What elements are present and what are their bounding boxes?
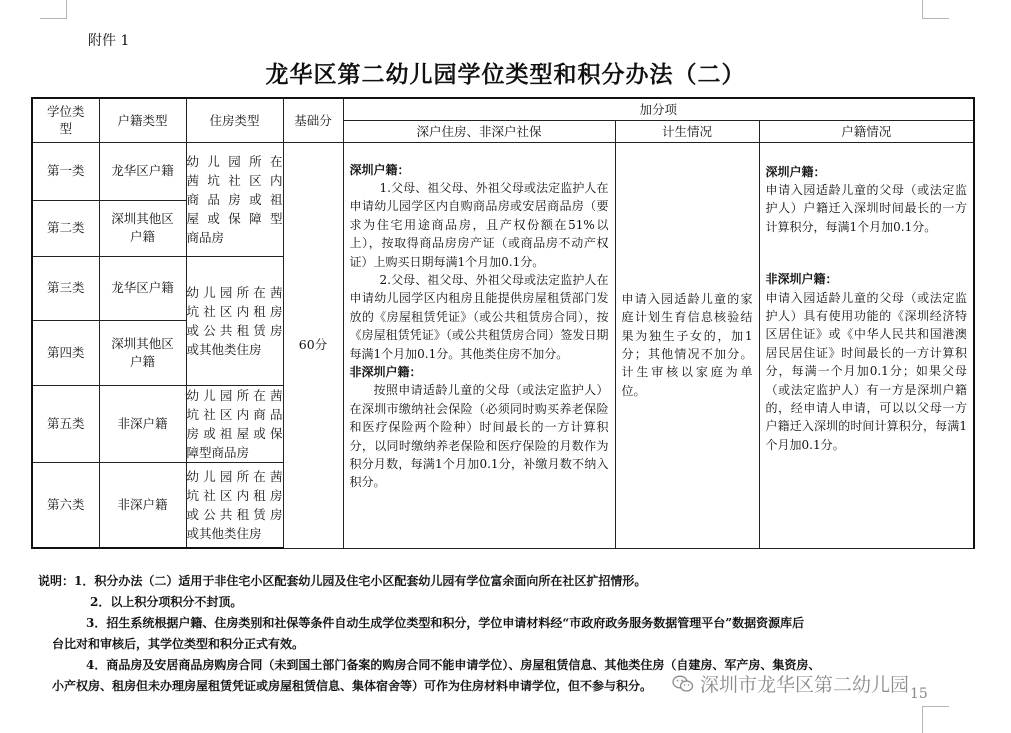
page-title: 龙华区第二幼儿园学位类型和积分办法（二）	[265, 61, 746, 88]
watermark-text: 深圳市龙华区第二幼儿园	[700, 674, 910, 696]
page-number: 15	[910, 686, 928, 702]
social-security-rule: 按照申请适龄儿童的父母（或法定监护人）在深圳市缴纳社会保险（必须同时购买养老保险和医疗保险两个险种）时间最长的一方计算积分，以同时缴纳养老保险和医疗保险的月数作为积分月数，每满1个月加0.1分，补缴月数不纳入积分。	[349, 383, 609, 490]
category-cell: 第五类	[32, 385, 99, 462]
header-housing-social: 深户住房、非深户社保	[343, 120, 615, 142]
shenzhen-heading: 深圳户籍：	[349, 162, 410, 177]
attachment-label: 附件 1	[88, 33, 130, 49]
family-planning-cell	[615, 142, 759, 548]
crop-mark-top-right	[922, 0, 949, 19]
household-non-shenzhen-heading: 非深圳户籍：	[765, 272, 838, 287]
points-table	[31, 97, 975, 549]
category-cell: 第一类	[32, 142, 99, 200]
household-shenzhen-heading: 深圳户籍：	[765, 164, 826, 179]
header-bonus: 加分项	[343, 98, 974, 120]
category-cell: 第六类	[32, 462, 99, 548]
housing-rule-2: 2.父母、祖父母、外祖父母或法定监护人在申请幼儿园学区内租房且能提供房屋租赁部门发放的《房屋租赁凭证》（或公共租赁房合同），按《房屋租赁凭证》（或公共租赁房合同）签发日期每满1个月加0.1分。其他类住房不加分。	[349, 272, 609, 361]
crop-mark-top-left	[40, 0, 67, 19]
housing-cell: 幼儿园所在茜 坑社区内商品 房或祖屋或保 障型商品房	[186, 385, 283, 462]
household-non-shenzhen-rule: 申请入园适龄儿童的父母（或法定监护人）具有使用功能的《深圳经济特区居住证》或《中华人民共和国港澳居民居住证》时间最长的一方计算积分，每满一个月加0.1分；如果父母（或法定监护人）有一方是深圳户籍的，经申请人申请，可以以父母一方户籍迁入深圳的时间计算积分，每满1个月加0.1分。	[765, 290, 967, 452]
housing-social-cell	[343, 142, 615, 548]
household-cell: 深圳其他区户籍	[99, 200, 186, 256]
category-cell: 第四类	[32, 320, 99, 385]
household-cell: 深圳其他区户籍	[99, 320, 186, 385]
household-cell: 非深户籍	[99, 462, 186, 548]
household-cell: 龙华区户籍	[99, 142, 186, 200]
housing-rule-1: 1.父母、祖父母、外祖父母或法定监护人在申请幼儿园学区内自购商品房或安居商品房（要求为住宅用途商品房，且产权份额在51%以上），按取得商品房房产证（或商品房不动产权证）上购买日期每满1个月加0.1分。	[349, 180, 609, 269]
housing-cell: 幼儿园所在茜 坑社区内租房 或公共租赁房 或其他类住房	[186, 256, 283, 385]
household-cell: 非深户籍	[99, 385, 186, 462]
note-1: 1．积分办法（二）适用于非住宅小区配套幼儿园及住宅小区配套幼儿园有学位富余面向所在社区扩招情形。	[74, 574, 647, 588]
category-cell: 第三类	[32, 256, 99, 320]
note-3: 3．招生系统根据户籍、住房类别和社保等条件自动生成学位类型和积分，学位申请材料经“市政府政务服务数据管理平台”数据资源库后	[86, 616, 805, 630]
crop-mark-bottom-right	[922, 706, 949, 733]
notes-label: 说明：	[38, 574, 75, 588]
housing-cell: 幼儿园所在茜 坑社区内租房 或公共租赁房 或其他类住房	[186, 462, 283, 548]
note-3-cont: 台比对和审核后，其学位类型和积分正式有效。	[52, 637, 305, 651]
household-bonus-cell	[759, 142, 974, 548]
housing-cell: 幼儿园所在 茜坑社区内 商品房或祖 屋或保障型 商品房	[186, 142, 283, 256]
header-household-type: 户籍类型	[99, 98, 186, 142]
household-shenzhen-rule: 申请入园适龄儿童的父母（或法定监护人）户籍迁入深圳时间最长的一方计算积分，每满1个月加0.1分。	[765, 182, 967, 234]
header-household: 户籍情况	[759, 120, 974, 142]
base-score-cell: 60分	[283, 142, 343, 548]
household-cell: 龙华区户籍	[99, 256, 186, 320]
header-base-score: 基础分	[283, 98, 343, 142]
note-4-cont: 小产权房、租房但未办理房屋租赁凭证或房屋租赁信息、集体宿舍等）可作为住房材料申请学位，但不参与积分。	[52, 679, 653, 693]
header-family-planning: 计生情况	[615, 120, 759, 142]
note-2: 2．以上积分项积分不封顶。	[90, 595, 243, 609]
wechat-icon	[672, 675, 694, 693]
family-planning-text: 申请入园适龄儿童的家庭计划生育信息核验结果为独生子女的，加1分；其他情况不加分。计生审核以家庭为单位。	[621, 291, 753, 398]
category-cell: 第二类	[32, 200, 99, 256]
watermark	[672, 670, 909, 697]
non-shenzhen-heading: 非深圳户籍：	[349, 364, 422, 379]
header-degree-type: 学位类型	[32, 98, 99, 142]
note-4: 4．商品房及安居商品房购房合同（未到国土部门备案的购房合同不能申请学位）、房屋租赁信息、其他类住房（自建房、军产房、集资房、	[86, 658, 821, 672]
header-housing-type: 住房类型	[186, 98, 283, 142]
